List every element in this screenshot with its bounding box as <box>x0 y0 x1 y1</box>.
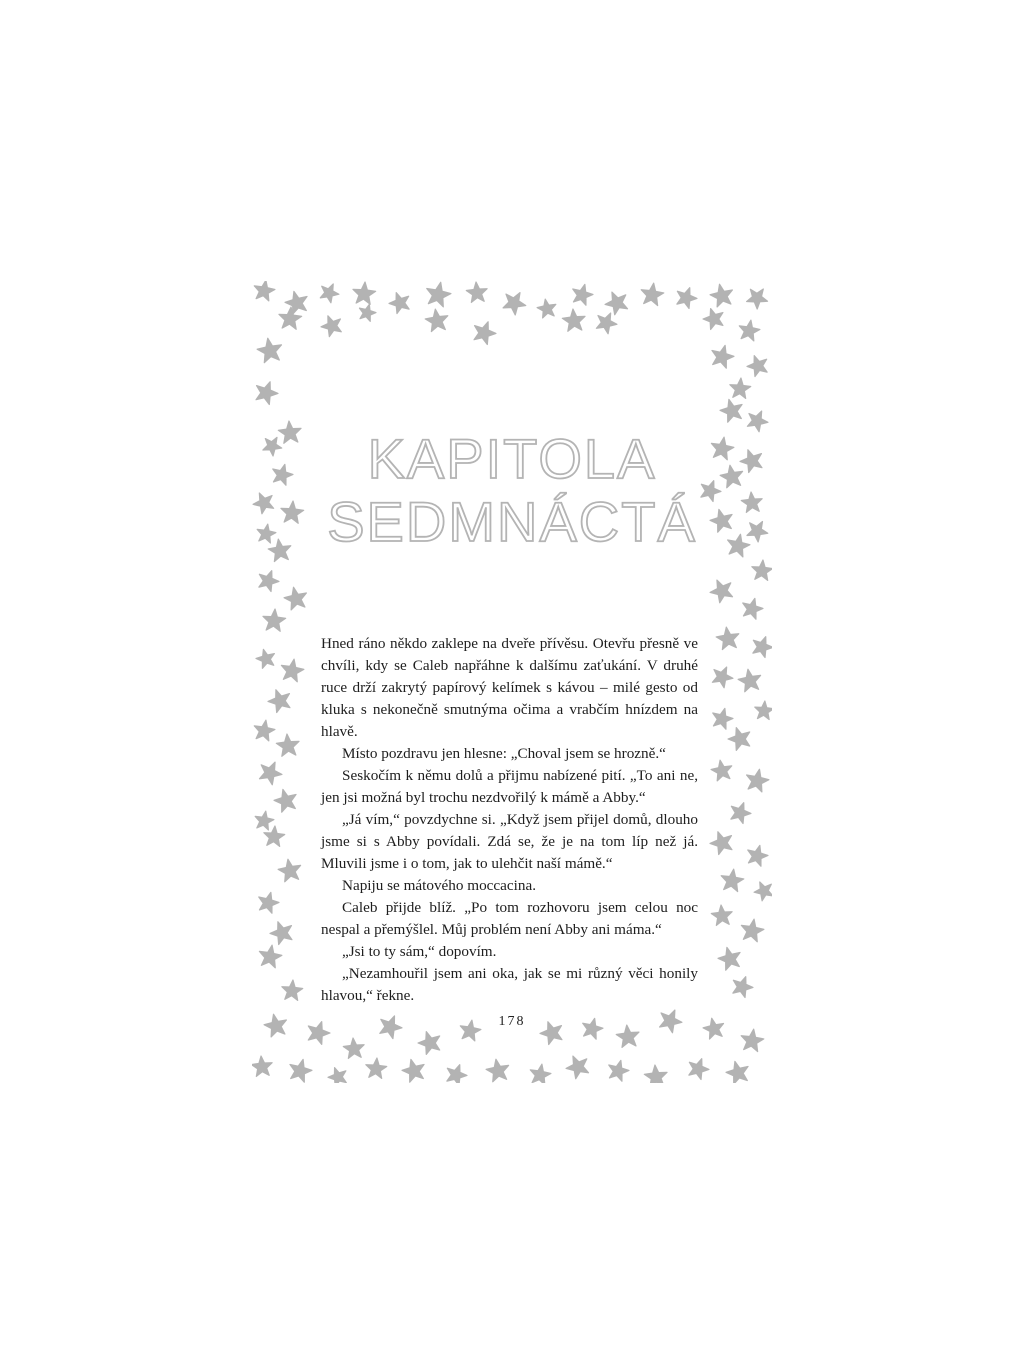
star-icon <box>752 560 772 580</box>
star-icon <box>256 382 278 405</box>
star-icon <box>278 859 300 882</box>
star-icon <box>268 690 290 713</box>
star-icon <box>466 282 487 302</box>
chapter-title <box>252 427 772 553</box>
star-icon <box>290 1059 312 1082</box>
star-icon <box>389 293 409 314</box>
paragraph: Caleb přijde blíž. „Po tom rozhovoru jsem celou noc nespal a přemýšlel. Můj problém není Abby ani máma.“ <box>321 899 698 938</box>
star-icon <box>641 283 664 305</box>
star-icon <box>711 905 732 925</box>
star-icon <box>282 980 303 1000</box>
star-icon <box>677 288 697 309</box>
star-icon <box>605 292 627 315</box>
star-icon <box>270 922 292 945</box>
paragraph: Seskočím k němu dolů a přijmu nabízené pití. „To ani ne, jen jsi možná byl trochu nezdvořilý k mámě a Abby.“ <box>321 767 698 806</box>
star-icon <box>366 1058 387 1078</box>
star-icon <box>689 1059 709 1080</box>
star-icon <box>741 1029 764 1051</box>
star-icon <box>328 1068 346 1083</box>
star-icon <box>474 322 496 345</box>
star-icon <box>731 803 751 824</box>
star-icon <box>718 947 740 970</box>
chapter-title-line-1: KAPITOLA <box>367 427 657 490</box>
star-icon <box>703 309 723 330</box>
star-icon <box>279 307 302 329</box>
star-icon <box>259 892 279 913</box>
star-icon <box>256 649 274 668</box>
star-icon <box>284 587 306 610</box>
chapter-title-line-2: SEDMNÁCTÁ <box>327 490 697 553</box>
star-icon <box>712 345 734 368</box>
star-icon <box>252 1056 272 1076</box>
star-icon <box>359 304 376 321</box>
paragraph: Místo pozdravu jen hlesne: „Choval jsem se hrozně.“ <box>342 745 666 762</box>
star-icon <box>741 919 763 942</box>
star-icon <box>503 293 526 315</box>
star-icon <box>739 320 760 341</box>
star-icon <box>257 338 281 362</box>
star-icon <box>418 1032 440 1055</box>
paragraph: Hned ráno někdo zaklepe na dveře přívěsu. Otevřu přesně ve chvíli, kdy se Caleb napřáhne k dalšímu zaťukání. V druhé ruce drží zakrytý papírový kelímek s kávou – milé gesto od kluka s nekonečně smutnýma očima a vrabčím hnízdem na hlavě. <box>321 635 698 740</box>
star-icon <box>320 284 339 303</box>
star-icon <box>530 1064 551 1083</box>
star-icon <box>716 627 739 649</box>
star-icon <box>712 667 733 688</box>
star-icon <box>259 571 279 592</box>
paragraph: „Jsi to ty sám,“ dopovím. <box>342 943 497 960</box>
star-icon <box>721 869 744 891</box>
star-icon <box>281 659 303 682</box>
star-icon <box>259 945 281 968</box>
star-icon <box>447 1065 467 1083</box>
star-icon <box>402 1059 424 1082</box>
star-icon <box>353 282 376 304</box>
star-icon <box>566 1056 588 1079</box>
star-icon <box>260 762 282 785</box>
star-icon <box>733 977 753 998</box>
star-icon <box>644 1065 667 1083</box>
star-icon <box>427 282 451 307</box>
star-icon <box>425 309 448 331</box>
star-icon <box>486 1059 508 1082</box>
star-icon <box>738 669 760 692</box>
star-icon <box>747 289 768 309</box>
star-icon <box>728 728 750 751</box>
star-icon <box>537 299 556 318</box>
star-icon <box>730 378 751 398</box>
chapter-body-text <box>321 633 698 1007</box>
star-icon <box>755 701 772 720</box>
star-icon <box>562 309 585 331</box>
star-icon <box>720 399 742 422</box>
star-icon <box>254 281 275 301</box>
star-icon <box>710 580 732 603</box>
star-icon <box>711 760 732 781</box>
paragraph: „Já vím,“ povzdychne si. „Když jsem přijel domů, dlouho jsme si s Abby povídali. Zdá se, že je na tom líp než já. Mluvili jsme i o tom, jak to ulehčit naší mámě.“ <box>321 811 698 872</box>
star-icon <box>710 832 732 855</box>
star-icon <box>747 356 767 377</box>
star-icon <box>753 637 772 658</box>
star-icon <box>713 708 733 729</box>
star-icon <box>285 291 307 314</box>
star-icon <box>254 720 275 741</box>
star-icon <box>747 769 769 792</box>
star-icon <box>596 313 617 334</box>
star-icon <box>754 882 772 901</box>
star-icon <box>274 789 296 812</box>
star-icon <box>748 845 768 866</box>
star-icon <box>609 1060 629 1081</box>
book-page <box>252 281 772 1083</box>
star-icon <box>573 284 593 305</box>
star-icon <box>726 1061 748 1083</box>
page-number: 178 <box>498 1014 526 1029</box>
star-icon <box>710 284 732 307</box>
paragraph: „Nezamhouřil jsem ani oka, jak se mi různý věci honily hlavou,“ řekne. <box>321 965 698 1004</box>
paragraph: Napiju se mátového moccacina. <box>342 877 536 894</box>
star-icon <box>276 734 299 756</box>
star-icon <box>263 609 286 631</box>
star-icon <box>343 1038 364 1058</box>
star-icon <box>743 598 763 619</box>
star-icon <box>255 811 274 830</box>
star-icon <box>321 316 341 337</box>
